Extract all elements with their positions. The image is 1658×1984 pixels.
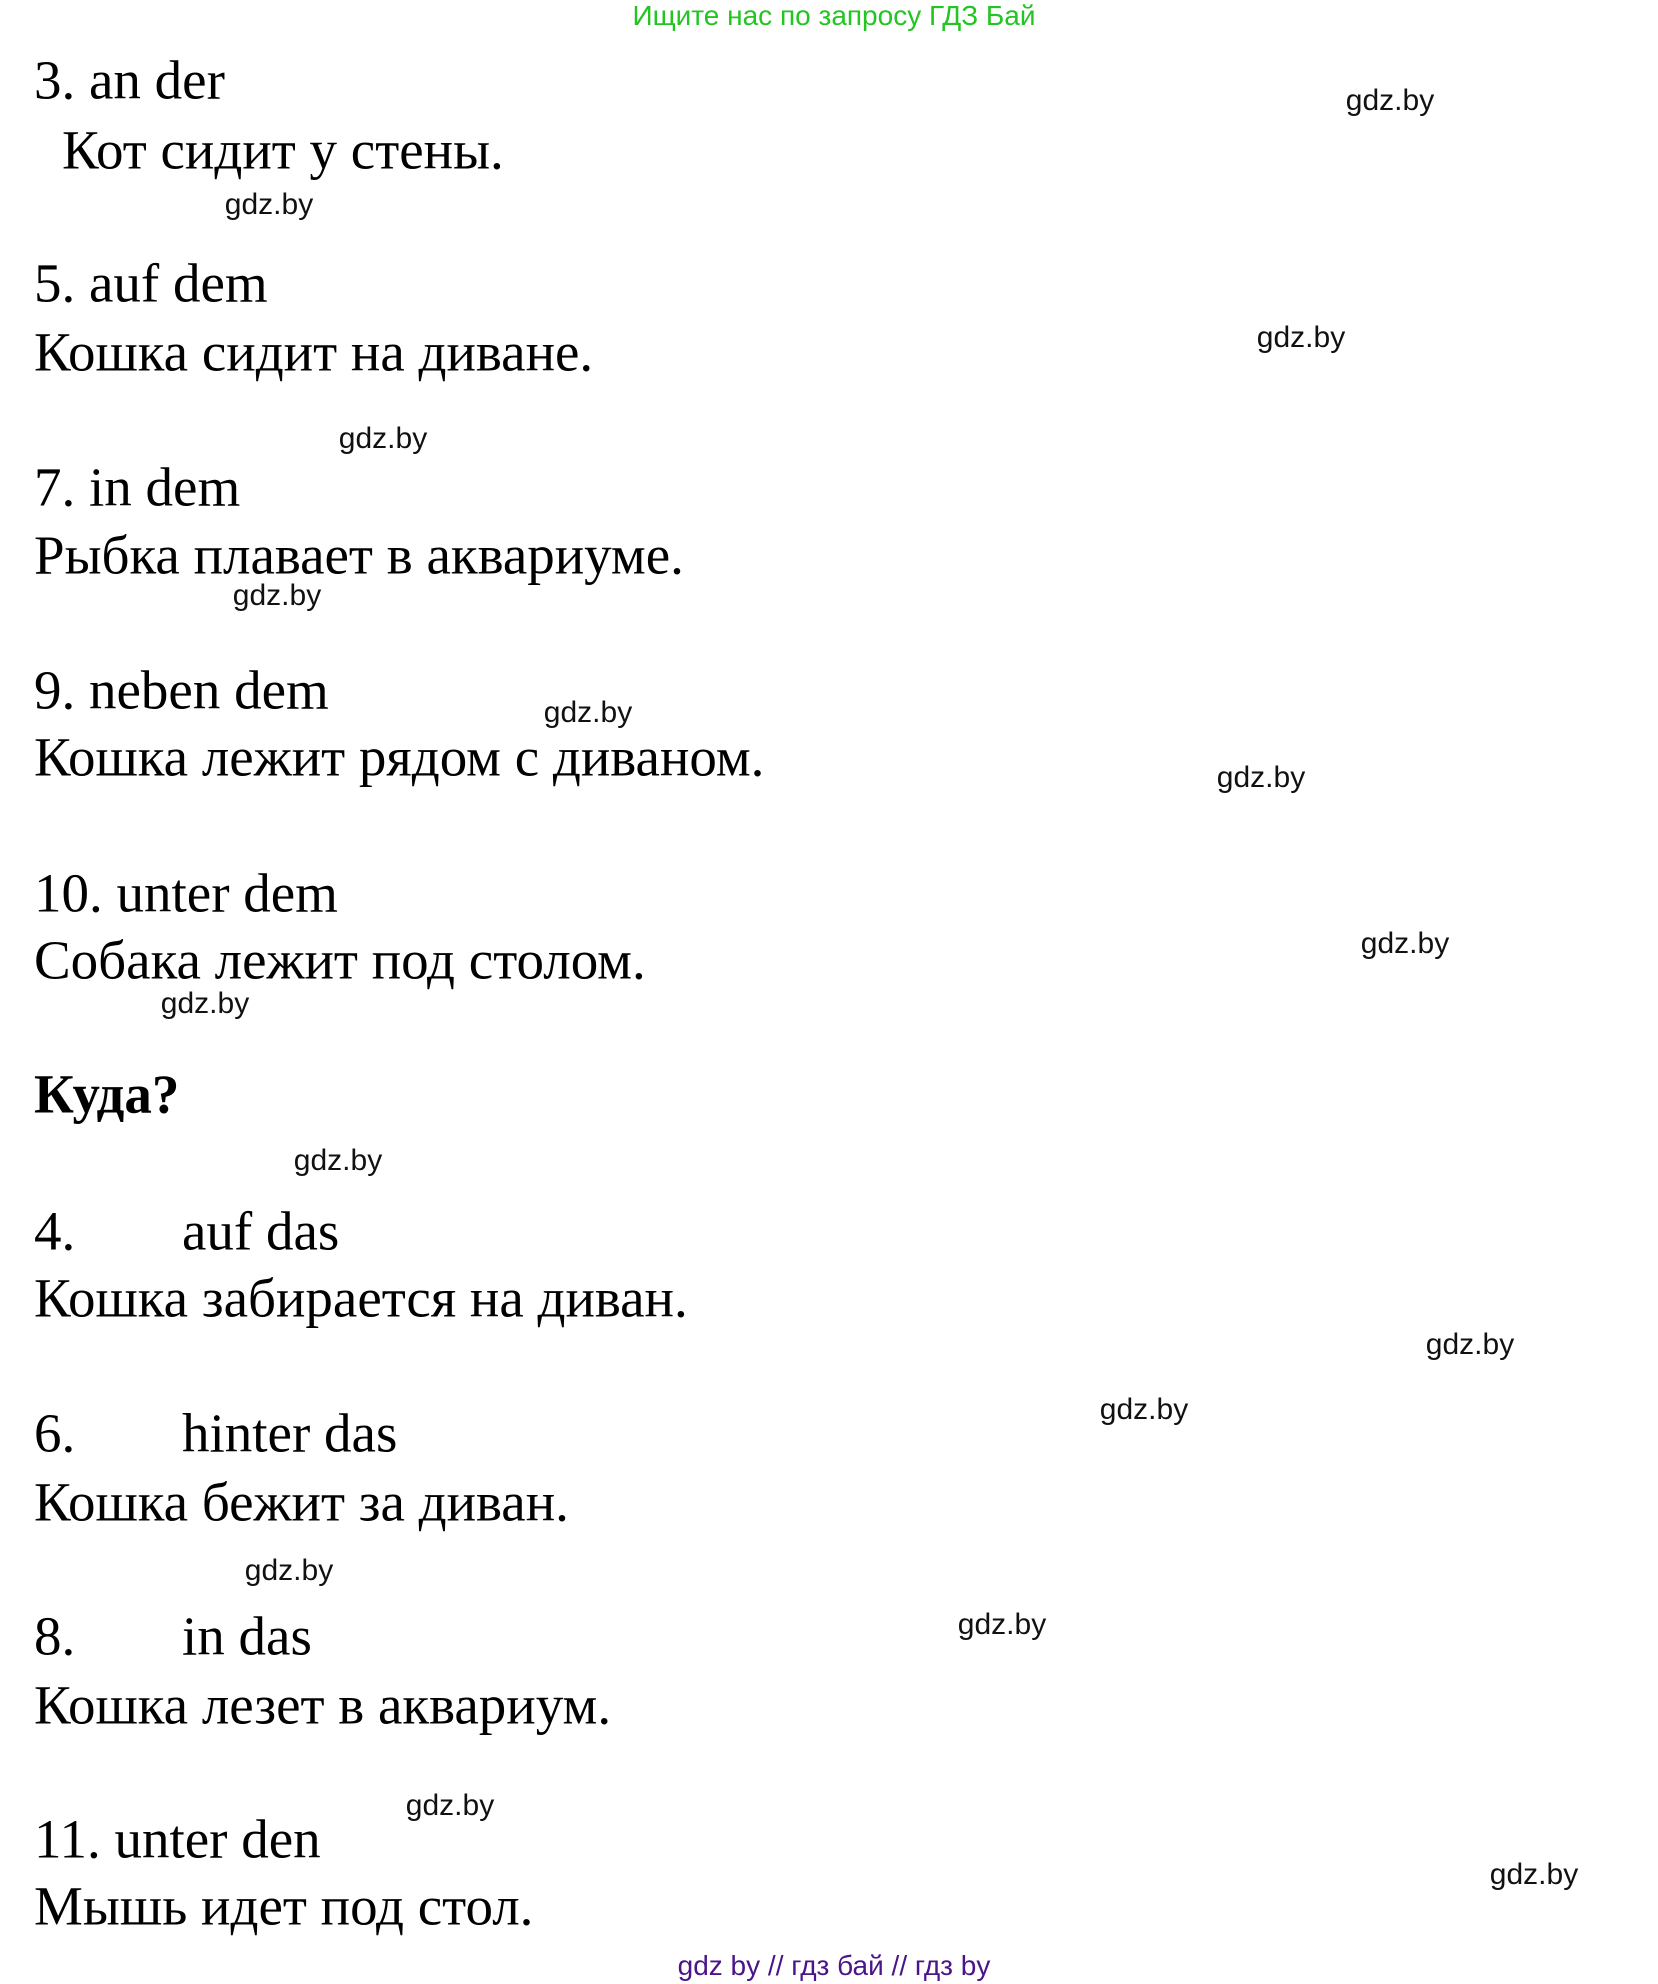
answer-sentence: Кот сидит у стены. — [62, 119, 504, 181]
answer-preposition: auf das — [182, 1200, 340, 1262]
answer-preposition: in das — [182, 1605, 312, 1667]
answer-preposition: hinter das — [182, 1402, 398, 1464]
footer-links: gdz by // гдз бай // гдз by — [677, 1950, 991, 1981]
answer-label: 10. unter dem — [34, 862, 338, 924]
answer-label — [34, 1605, 312, 1667]
watermark: gdz.by — [1256, 321, 1346, 354]
watermark: gdz.by — [1360, 927, 1450, 960]
watermark: gdz.by — [543, 696, 633, 729]
answer-sentence: Собака лежит под столом. — [34, 929, 646, 991]
section-heading: Куда? — [34, 1063, 180, 1125]
answer-sentence: Рыбка плавает в аквариуме. — [34, 524, 684, 586]
answer-number: 4. — [34, 1200, 76, 1262]
watermark: gdz.by — [1345, 84, 1435, 117]
search-banner: Ищите нас по запросу ГДЗ Бай — [632, 0, 1036, 31]
answer-label — [34, 1200, 340, 1262]
watermark: gdz.by — [293, 1144, 383, 1177]
answer-label: 5. auf dem — [34, 252, 268, 314]
watermark: gdz.by — [405, 1789, 495, 1822]
answer-sentence: Мышь идет под стол. — [34, 1875, 534, 1937]
answer-label: 11. unter den — [34, 1808, 321, 1870]
watermark: gdz.by — [1099, 1393, 1189, 1426]
answer-sentence: Кошка бежит за диван. — [34, 1471, 569, 1533]
answer-sentence: Кошка лезет в аквариум. — [34, 1674, 612, 1736]
answer-number: 6. — [34, 1402, 76, 1464]
watermark: gdz.by — [232, 579, 322, 612]
watermark: gdz.by — [244, 1554, 334, 1587]
watermark: gdz.by — [160, 987, 250, 1020]
answer-label — [34, 1402, 398, 1464]
watermark: gdz.by — [1489, 1858, 1579, 1891]
watermark: gdz.by — [338, 422, 428, 455]
answer-number: 8. — [34, 1605, 76, 1667]
watermark: gdz.by — [1216, 761, 1306, 794]
watermark: gdz.by — [1425, 1328, 1515, 1361]
answer-label: 3. an der — [34, 49, 225, 111]
answer-sentence: Кошка сидит на диване. — [34, 321, 594, 383]
answer-label: 9. neben dem — [34, 659, 329, 721]
watermark: gdz.by — [957, 1608, 1047, 1641]
answer-label: 7. in dem — [34, 456, 241, 518]
answer-sentence: Кошка лежит рядом с диваном. — [34, 726, 765, 788]
answer-sentence: Кошка забирается на диван. — [34, 1267, 688, 1329]
watermark: gdz.by — [224, 188, 314, 221]
